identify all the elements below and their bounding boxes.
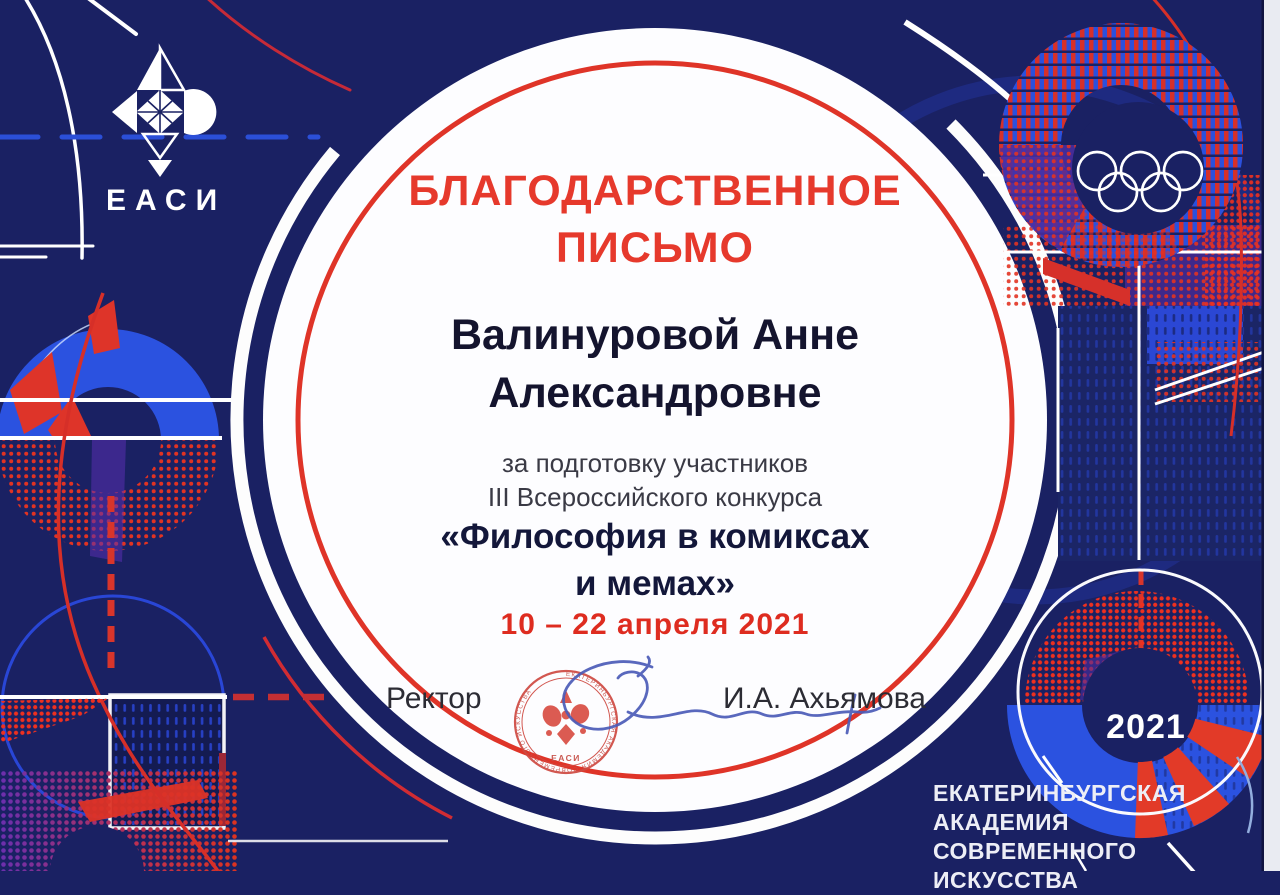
- year-badge: 2021: [1106, 708, 1186, 746]
- academy-line-4: ИСКУССТВА: [933, 867, 1079, 893]
- logo-acronym: ЕАСИ: [106, 184, 227, 217]
- contest-line-1: «Философия в комиксах: [440, 517, 870, 556]
- title-line-1: БЛАГОДАРСТВЕННОЕ: [408, 167, 902, 215]
- stamp-center-text: ЕАСИ: [551, 753, 581, 763]
- signer-name: И.А. Ахьямова: [722, 682, 926, 715]
- side-strip: [1264, 0, 1280, 871]
- recipient-line-2: Александровне: [488, 369, 822, 417]
- academy-name: [933, 779, 1186, 895]
- title-line-2: ПИСЬМО: [556, 224, 754, 272]
- reason-line-1: за подготовку участников: [501, 448, 809, 478]
- stamp-ring-text: ЕКАТЕРИНБУРГСКАЯ АКАДЕМИЯ СОВРЕМЕННОГО ИСКУССТВА: [514, 670, 618, 774]
- recipient-name: [350, 306, 960, 422]
- signer-role: Ректор: [386, 682, 482, 715]
- academy-line-1: ЕКАТЕРИНБУРГСКАЯ: [933, 780, 1186, 806]
- academy-line-2: АКАДЕМИЯ: [933, 809, 1070, 835]
- academy-line-3: СОВРЕМЕННОГО: [933, 838, 1137, 864]
- recipient-line-1: Валинуровой Анне: [451, 311, 859, 359]
- contest-dates: 10 – 22 апреля 2021: [500, 608, 810, 641]
- reason-line-2: III Всероссийского конкурса: [487, 482, 823, 512]
- contest-line-2: и мемах»: [575, 564, 735, 603]
- contest-name: [350, 513, 960, 607]
- award-reason: [350, 446, 960, 514]
- certificate-title: [350, 163, 960, 277]
